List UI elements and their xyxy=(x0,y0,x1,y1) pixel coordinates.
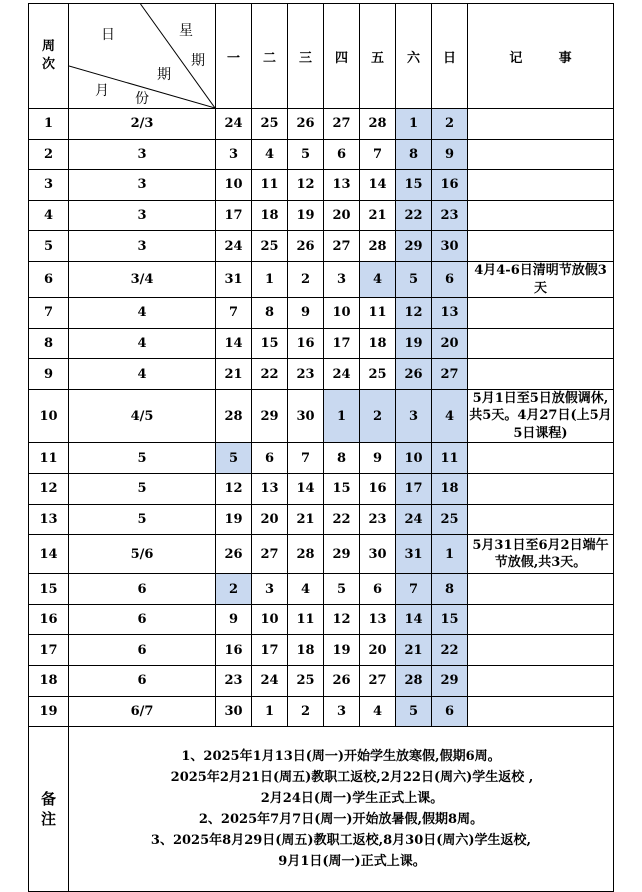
week-number: 14 xyxy=(29,535,69,574)
day-cell: 17 xyxy=(396,474,432,505)
week-number: 9 xyxy=(29,359,69,390)
remarks-body xyxy=(69,727,614,892)
note-cell xyxy=(468,328,614,359)
week-number: 8 xyxy=(29,328,69,359)
week-row xyxy=(29,443,614,474)
day-cell: 12 xyxy=(324,604,360,635)
day-cell: 21 xyxy=(396,635,432,666)
day-cell: 19 xyxy=(288,200,324,231)
diag-label-yue: 月 xyxy=(95,83,109,99)
day-cell: 18 xyxy=(360,328,396,359)
week-number: 4 xyxy=(29,200,69,231)
day-cell: 17 xyxy=(216,200,252,231)
day-cell: 28 xyxy=(360,231,396,262)
month-label: 4 xyxy=(69,359,216,390)
week-number: 17 xyxy=(29,635,69,666)
day-cell: 3 xyxy=(216,139,252,170)
note-cell: 5月31日至6月2日端午节放假,共3天。 xyxy=(468,535,614,574)
day-cell: 22 xyxy=(432,635,468,666)
day-header-wed: 三 xyxy=(288,4,324,109)
day-cell: 6 xyxy=(252,443,288,474)
day-cell: 8 xyxy=(396,139,432,170)
day-cell: 10 xyxy=(216,170,252,201)
day-cell: 31 xyxy=(216,261,252,297)
day-cell: 24 xyxy=(216,231,252,262)
day-cell: 15 xyxy=(432,604,468,635)
remarks-row xyxy=(29,727,614,892)
note-cell xyxy=(468,604,614,635)
day-cell: 13 xyxy=(324,170,360,201)
week-row xyxy=(29,231,614,262)
day-cell: 31 xyxy=(396,535,432,574)
week-row xyxy=(29,261,614,297)
note-cell xyxy=(468,666,614,697)
month-label: 2/3 xyxy=(69,109,216,140)
day-cell: 16 xyxy=(432,170,468,201)
month-label: 5/6 xyxy=(69,535,216,574)
day-cell: 25 xyxy=(432,504,468,535)
day-cell: 20 xyxy=(432,328,468,359)
remark-line: 1、2025年1月13日(周一)开始学生放寒假,假期6周。 xyxy=(181,749,501,765)
day-cell: 29 xyxy=(324,535,360,574)
day-cell: 22 xyxy=(324,504,360,535)
note-cell xyxy=(468,109,614,140)
day-cell: 18 xyxy=(432,474,468,505)
day-cell: 2 xyxy=(360,389,396,443)
day-cell: 4 xyxy=(360,261,396,297)
day-cell: 7 xyxy=(396,574,432,605)
week-number: 15 xyxy=(29,574,69,605)
month-label: 6 xyxy=(69,574,216,605)
day-cell: 9 xyxy=(432,139,468,170)
note-cell xyxy=(468,574,614,605)
month-label: 5 xyxy=(69,474,216,505)
week-number: 10 xyxy=(29,389,69,443)
note-cell xyxy=(468,474,614,505)
day-cell: 8 xyxy=(252,298,288,329)
day-cell: 1 xyxy=(252,696,288,727)
week-number: 3 xyxy=(29,170,69,201)
day-cell: 4 xyxy=(360,696,396,727)
diag-label-qi1: 期 xyxy=(191,53,205,69)
day-cell: 25 xyxy=(288,666,324,697)
note-cell: 4月4-6日清明节放假3天 xyxy=(468,261,614,297)
week-column-header xyxy=(29,4,69,109)
week-number: 12 xyxy=(29,474,69,505)
day-cell: 6 xyxy=(360,574,396,605)
day-cell: 9 xyxy=(216,604,252,635)
note-cell xyxy=(468,170,614,201)
month-label: 6 xyxy=(69,604,216,635)
week-row xyxy=(29,359,614,390)
day-cell: 21 xyxy=(288,504,324,535)
week-row xyxy=(29,635,614,666)
day-cell: 30 xyxy=(288,389,324,443)
day-cell: 25 xyxy=(360,359,396,390)
note-cell xyxy=(468,139,614,170)
remarks-label-text: 备注 xyxy=(41,789,57,829)
day-cell: 28 xyxy=(288,535,324,574)
note-cell: 5月1日至5日放假调休,共5天。4月27日(上5月5日课程) xyxy=(468,389,614,443)
day-cell: 26 xyxy=(288,109,324,140)
day-cell: 6 xyxy=(432,261,468,297)
day-cell: 30 xyxy=(360,535,396,574)
day-cell: 30 xyxy=(432,231,468,262)
day-cell: 5 xyxy=(396,261,432,297)
diag-label-fen: 份 xyxy=(135,91,149,107)
day-cell: 3 xyxy=(252,574,288,605)
day-cell: 5 xyxy=(396,696,432,727)
week-row xyxy=(29,298,614,329)
day-cell: 14 xyxy=(360,170,396,201)
day-cell: 3 xyxy=(324,261,360,297)
week-number: 7 xyxy=(29,298,69,329)
month-label: 3 xyxy=(69,231,216,262)
diag-label-ri: 日 xyxy=(101,27,115,43)
note-cell xyxy=(468,359,614,390)
day-cell: 8 xyxy=(432,574,468,605)
week-row xyxy=(29,328,614,359)
day-cell: 20 xyxy=(252,504,288,535)
remark-line: 2月24日(周一)学生正式上课。 xyxy=(260,791,444,807)
day-cell: 5 xyxy=(288,139,324,170)
day-cell: 19 xyxy=(324,635,360,666)
month-label: 6 xyxy=(69,666,216,697)
month-label: 3 xyxy=(69,139,216,170)
day-cell: 27 xyxy=(324,231,360,262)
day-header-mon: 一 xyxy=(216,4,252,109)
day-cell: 12 xyxy=(216,474,252,505)
day-cell: 14 xyxy=(288,474,324,505)
week-row xyxy=(29,200,614,231)
day-cell: 1 xyxy=(432,535,468,574)
note-cell xyxy=(468,504,614,535)
day-cell: 14 xyxy=(396,604,432,635)
day-cell: 1 xyxy=(324,389,360,443)
day-cell: 25 xyxy=(252,231,288,262)
remark-line: 3、2025年8月29日(周五)教职工返校,8月30日(周六)学生返校, xyxy=(150,833,532,849)
day-cell: 9 xyxy=(288,298,324,329)
week-number: 18 xyxy=(29,666,69,697)
day-cell: 1 xyxy=(396,109,432,140)
day-cell: 16 xyxy=(288,328,324,359)
month-label: 6/7 xyxy=(69,696,216,727)
day-cell: 24 xyxy=(396,504,432,535)
day-header-thu: 四 xyxy=(324,4,360,109)
day-cell: 4 xyxy=(252,139,288,170)
day-cell: 11 xyxy=(288,604,324,635)
day-cell: 6 xyxy=(324,139,360,170)
day-cell: 11 xyxy=(360,298,396,329)
month-label: 3 xyxy=(69,170,216,201)
week-row xyxy=(29,535,614,574)
day-cell: 7 xyxy=(216,298,252,329)
day-cell: 23 xyxy=(216,666,252,697)
diag-label-qi2: 期 xyxy=(157,67,171,83)
week-row xyxy=(29,696,614,727)
note-cell xyxy=(468,231,614,262)
day-cell: 22 xyxy=(252,359,288,390)
day-cell: 17 xyxy=(324,328,360,359)
remarks-label xyxy=(29,727,69,892)
week-number: 11 xyxy=(29,443,69,474)
day-cell: 16 xyxy=(360,474,396,505)
day-cell: 10 xyxy=(252,604,288,635)
month-label: 5 xyxy=(69,504,216,535)
note-cell xyxy=(468,635,614,666)
day-cell: 2 xyxy=(216,574,252,605)
day-cell: 15 xyxy=(252,328,288,359)
month-label: 3/4 xyxy=(69,261,216,297)
day-cell: 18 xyxy=(288,635,324,666)
week-number: 16 xyxy=(29,604,69,635)
week-number: 13 xyxy=(29,504,69,535)
week-column-label: 周次 xyxy=(42,39,56,72)
day-cell: 15 xyxy=(324,474,360,505)
day-cell: 8 xyxy=(324,443,360,474)
day-cell: 2 xyxy=(432,109,468,140)
month-label: 4 xyxy=(69,328,216,359)
day-cell: 22 xyxy=(396,200,432,231)
week-row xyxy=(29,474,614,505)
day-header-fri: 五 xyxy=(360,4,396,109)
week-row xyxy=(29,170,614,201)
note-cell xyxy=(468,200,614,231)
day-cell: 5 xyxy=(324,574,360,605)
day-cell: 27 xyxy=(432,359,468,390)
month-label: 3 xyxy=(69,200,216,231)
day-cell: 17 xyxy=(252,635,288,666)
day-cell: 26 xyxy=(288,231,324,262)
notes-column-header: 记 事 xyxy=(468,4,614,109)
day-cell: 29 xyxy=(396,231,432,262)
month-label: 6 xyxy=(69,635,216,666)
day-cell: 26 xyxy=(396,359,432,390)
day-header-sun: 日 xyxy=(432,4,468,109)
week-row xyxy=(29,604,614,635)
week-row xyxy=(29,574,614,605)
day-cell: 12 xyxy=(288,170,324,201)
day-cell: 4 xyxy=(432,389,468,443)
day-cell: 14 xyxy=(216,328,252,359)
day-cell: 15 xyxy=(396,170,432,201)
diag-label-xing: 星 xyxy=(179,23,193,39)
day-cell: 6 xyxy=(432,696,468,727)
week-number: 2 xyxy=(29,139,69,170)
day-cell: 2 xyxy=(288,696,324,727)
day-cell: 19 xyxy=(216,504,252,535)
day-cell: 19 xyxy=(396,328,432,359)
week-number: 19 xyxy=(29,696,69,727)
day-cell: 9 xyxy=(360,443,396,474)
day-cell: 3 xyxy=(324,696,360,727)
day-cell: 11 xyxy=(432,443,468,474)
day-cell: 23 xyxy=(288,359,324,390)
day-cell: 10 xyxy=(324,298,360,329)
day-cell: 27 xyxy=(360,666,396,697)
day-cell: 27 xyxy=(324,109,360,140)
remark-line: 2025年2月21日(周五)教职工返校,2月22日(周六)学生返校 , xyxy=(170,770,534,786)
day-cell: 12 xyxy=(396,298,432,329)
day-cell: 20 xyxy=(324,200,360,231)
day-cell: 13 xyxy=(360,604,396,635)
day-cell: 18 xyxy=(252,200,288,231)
day-cell: 24 xyxy=(252,666,288,697)
remark-line: 2、2025年7月7日(周一)开始放暑假,假期8周。 xyxy=(198,812,484,828)
day-cell: 23 xyxy=(360,504,396,535)
day-cell: 28 xyxy=(216,389,252,443)
note-cell xyxy=(468,443,614,474)
week-row xyxy=(29,139,614,170)
day-cell: 16 xyxy=(216,635,252,666)
day-cell: 7 xyxy=(360,139,396,170)
day-cell: 30 xyxy=(216,696,252,727)
day-cell: 27 xyxy=(252,535,288,574)
day-cell: 21 xyxy=(216,359,252,390)
semester-calendar-table xyxy=(28,3,614,892)
day-cell: 24 xyxy=(324,359,360,390)
day-cell: 26 xyxy=(216,535,252,574)
day-cell: 13 xyxy=(432,298,468,329)
day-cell: 7 xyxy=(288,443,324,474)
week-row xyxy=(29,109,614,140)
month-label: 4/5 xyxy=(69,389,216,443)
diagonal-header-cell xyxy=(69,4,216,109)
day-header-sat: 六 xyxy=(396,4,432,109)
week-row xyxy=(29,389,614,443)
day-cell: 3 xyxy=(396,389,432,443)
day-cell: 28 xyxy=(360,109,396,140)
day-cell: 11 xyxy=(252,170,288,201)
week-number: 1 xyxy=(29,109,69,140)
remark-line: 9月1日(周一)正式上课。 xyxy=(278,854,426,870)
week-number: 6 xyxy=(29,261,69,297)
day-cell: 20 xyxy=(360,635,396,666)
day-cell: 25 xyxy=(252,109,288,140)
week-number: 5 xyxy=(29,231,69,262)
day-cell: 23 xyxy=(432,200,468,231)
day-cell: 10 xyxy=(396,443,432,474)
day-cell: 24 xyxy=(216,109,252,140)
day-cell: 21 xyxy=(360,200,396,231)
day-cell: 13 xyxy=(252,474,288,505)
note-cell xyxy=(468,696,614,727)
day-cell: 29 xyxy=(432,666,468,697)
note-cell xyxy=(468,298,614,329)
day-cell: 26 xyxy=(324,666,360,697)
day-cell: 1 xyxy=(252,261,288,297)
day-cell: 5 xyxy=(216,443,252,474)
day-cell: 4 xyxy=(288,574,324,605)
day-cell: 29 xyxy=(252,389,288,443)
month-label: 4 xyxy=(69,298,216,329)
day-cell: 2 xyxy=(288,261,324,297)
week-row xyxy=(29,504,614,535)
month-label: 5 xyxy=(69,443,216,474)
week-row xyxy=(29,666,614,697)
day-header-tue: 二 xyxy=(252,4,288,109)
day-cell: 28 xyxy=(396,666,432,697)
header-row xyxy=(29,4,614,109)
